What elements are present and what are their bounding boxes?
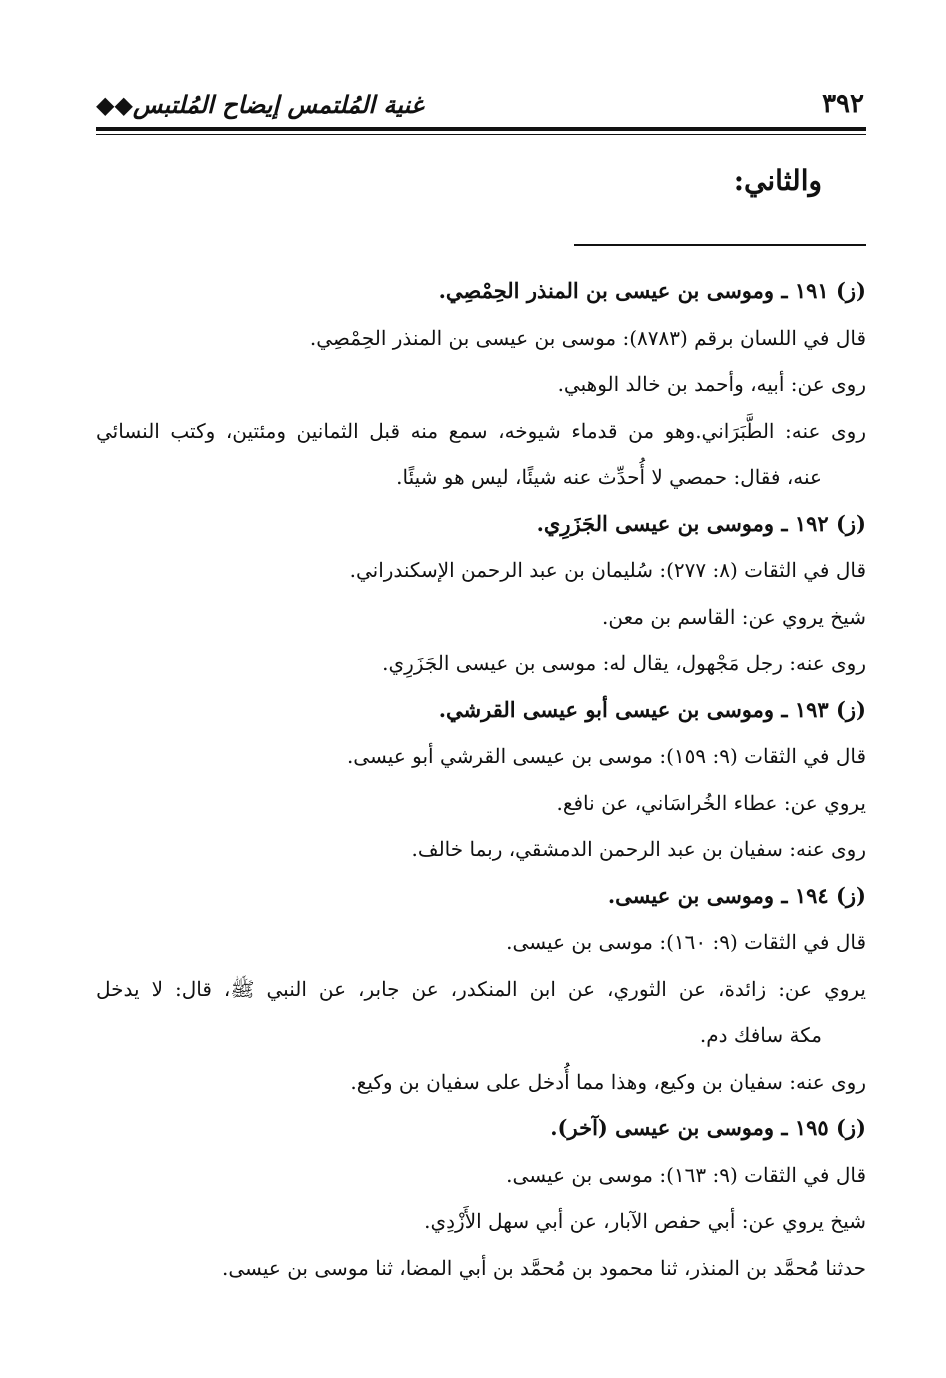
text-line: (ز) ١٩٤ ـ وموسى بن عيسى. — [607, 882, 866, 908]
text-line: يروي عن: عطاء الخُراسَاني، عن نافع. — [556, 790, 866, 815]
text-line: (ز) ١٩١ ـ وموسى بن عيسى بن المنذر الحِمْصِي. — [438, 278, 866, 303]
page-header — [96, 84, 864, 124]
text-line: شيخ يروي عن: القاسم بن معن. — [602, 604, 866, 629]
text-line: روى عنه: الطَّبَرَاني.وهو من قدماء شيوخه، سمع منه قبل الثمانين ومئتين، وكتب النسائي — [96, 418, 866, 443]
text-line: قال في اللسان برقم (٨٧٨٣): موسى بن عيسى بن المنذر الحِمْصِي. — [309, 325, 866, 350]
page-number: ٣٩٢ — [822, 89, 864, 119]
text-line: شيخ يروي عن: أبي حفص الآبار، عن أبي سهل الأَزْدِي. — [424, 1209, 866, 1233]
text-line: قال في الثقات (٩: ١٦٣): موسى بن عيسى. — [506, 1162, 866, 1187]
text-line: (ز) ١٩٢ ـ وموسى بن عيسى الجَزَرِي. — [536, 510, 866, 536]
running-title: غنية المُلتمس إيضاح المُلتبس◆◆ — [96, 89, 424, 119]
text-line: قال في الثقات (٨: ٢٧٧): سُليمان بن عبد الرحمن الإسكندراني. — [349, 558, 866, 582]
header-rule-thick — [96, 127, 866, 131]
body-text — [96, 268, 866, 1291]
text-line: مكة سافك دم. — [699, 1023, 822, 1047]
text-line: (ز) ١٩٣ ـ وموسى بن عيسى أبو عيسى القرشي. — [438, 696, 866, 722]
text-line: روى عن: أبيه، وأحمد بن خالد الوهبي. — [557, 372, 866, 396]
text-line: قال في الثقات (٩: ١٦٠): موسى بن عيسى. — [506, 930, 866, 954]
text-line: (ز) ١٩٥ ـ وموسى بن عيسى (آخر). — [550, 1115, 866, 1140]
text-line: روى عنه: رجل مَجْهول، يقال له: موسى بن عيسى الجَزَرِي. — [382, 651, 866, 675]
section-divider — [574, 244, 866, 246]
section-heading: والثاني: — [733, 164, 822, 197]
text-line: يروي عن: زائدة، عن الثوري، عن ابن المنكدر، عن جابر، عن النبي ﷺ، قال: لا يدخل — [96, 976, 866, 1001]
text-line: روى عنه: سفيان بن وكيع، وهذا مما أُدخل على سفيان بن وكيع. — [350, 1069, 866, 1094]
text-line: حدثنا مُحمَّد بن المنذر، ثنا محمود بن مُحمَّد بن أبي المضا، ثنا موسى بن عيسى. — [222, 1255, 866, 1280]
text-line: قال في الثقات (٩: ١٥٩): موسى بن عيسى القرشي أبو عيسى. — [346, 744, 866, 768]
text-line: عنه، فقال: حمصي لا أُحدِّث عنه شيئًا، ليس هو شيئًا. — [396, 465, 822, 489]
text-line: روى عنه: سفيان بن عبد الرحمن الدمشقي، ربما خالف. — [411, 837, 866, 861]
header-rule-thin — [96, 134, 866, 135]
